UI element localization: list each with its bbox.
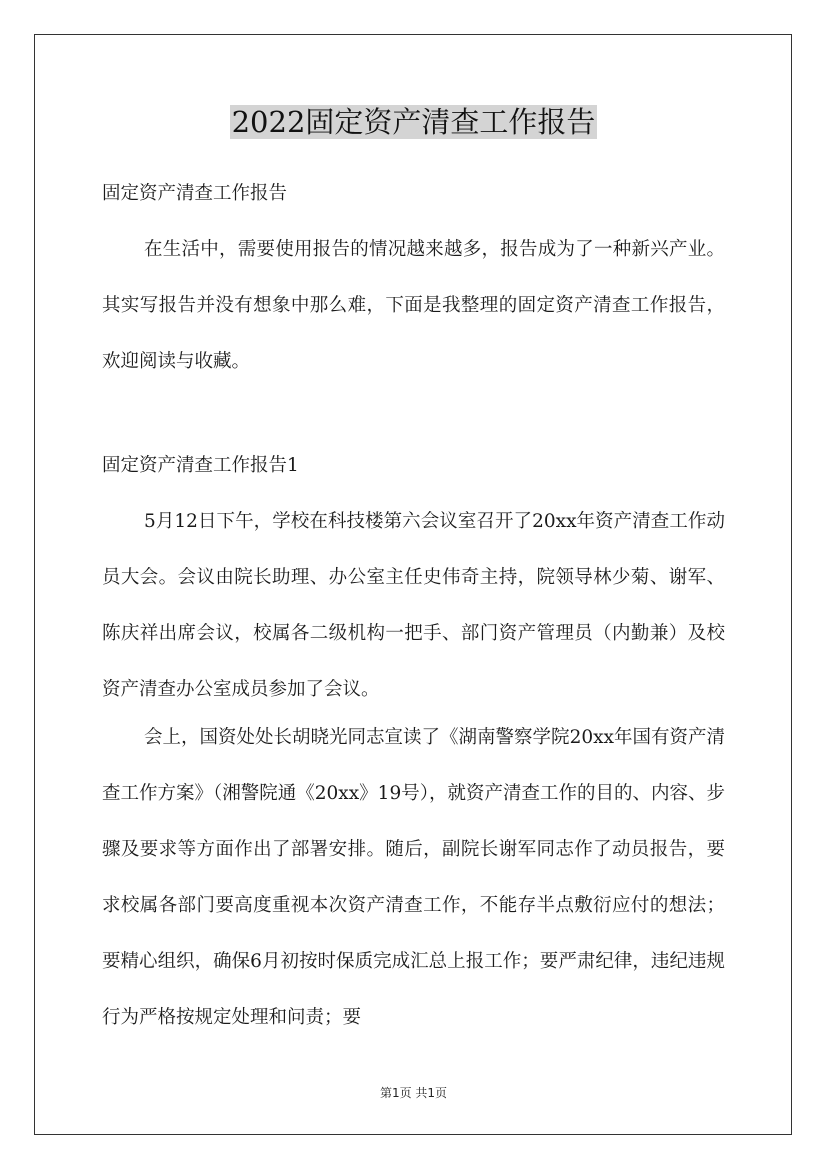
document-title-text: 2022固定资产清查工作报告 <box>231 105 596 139</box>
document-title <box>0 100 827 144</box>
intro-paragraph: 在生活中，需要使用报告的情况越来越多，报告成为了一种新兴产业。其实写报告并没有想象中那么难，下面是我整理的固定资产清查工作报告，欢迎阅读与收藏。 <box>102 239 725 372</box>
section-heading: 固定资产清查工作报告1 <box>102 455 299 476</box>
document-subtitle: 固定资产清查工作报告 <box>102 183 288 204</box>
body-paragraph: 5月12日下午，学校在科技楼第六会议室召开了20xx年资产清查工作动员大会。会议由院长助理、办公室主任史伟奇主持，院领导林少菊、谢军、陈庆祥出席会议，校属各二级机构一把手、部门资产管理员（内勤兼）及校资产清查办公室成员参加了会议。 <box>102 511 725 700</box>
body-paragraph: 会上，国资处处长胡晓光同志宣读了《湖南警察学院20xx年国有资产清查工作方案》（湘警院通《20xx》19号），就资产清查工作的目的、内容、步骤及要求等方面作出了部署安排。随后，副院长谢军同志作了动员报告，要求校属各部门要高度重视本次资产清查工作，不能存半点敷衍应付的想法；要精心组织，确保6月初按时保质完成汇总上报工作；要严肃纪律，违纪违规行为严格按规定处理和问责；要 <box>102 727 725 1028</box>
page-number-footer: 第1页 共1页 <box>379 1086 448 1100</box>
